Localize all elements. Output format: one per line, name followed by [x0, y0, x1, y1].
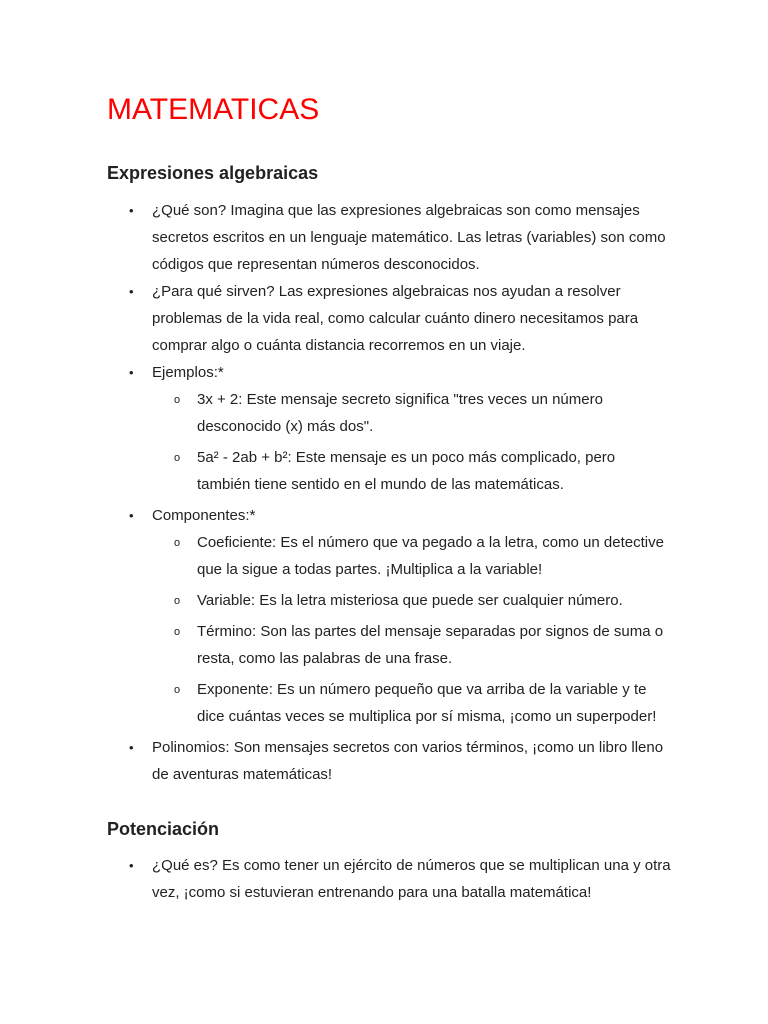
sublist-item: o Coeficiente: Es el número que va pegado a la letra, como un detective que la sigue a todas partes. ¡Multiplica a la variable! — [197, 529, 667, 583]
sublist-item: o Variable: Es la letra misteriosa que puede ser cualquier número. — [197, 587, 667, 614]
list-item-text: Componentes:* — [152, 507, 256, 524]
list-item — [152, 359, 672, 498]
componentes-sublist — [197, 529, 672, 730]
sublist-item: o 3x + 2: Este mensaje secreto significa "tres veces un número desconocido (x) más dos". — [197, 386, 667, 440]
list-item — [152, 278, 672, 359]
ejemplos-sublist — [197, 386, 672, 498]
list-item — [152, 852, 672, 906]
sublist-item: o 5a² - 2ab + b²: Este mensaje es un poco más complicado, pero también tiene sentido en el mundo de las matemáticas. — [197, 444, 667, 498]
expresiones-list — [152, 197, 672, 788]
list-item-text: ¿Para qué sirven? Las expresiones algebraicas nos ayudan a resolver problemas de la vida real, como calcular cuánto dinero necesitamos para comprar algo o cuánta distancia recorremos en un viaje. — [152, 283, 639, 354]
list-item-text: Polinomios: Son mensajes secretos con varios términos, ¡como un libro lleno de aventuras matemáticas! — [152, 739, 664, 783]
section-heading-potenciacion: Potenciación — [107, 819, 220, 839]
list-item — [152, 502, 672, 730]
potenciacion-list — [152, 852, 672, 906]
list-item-text: Ejemplos:* — [152, 364, 224, 381]
list-item-text: ¿Qué son? Imagina que las expresiones algebraicas son como mensajes secretos escritos en un lenguaje matemático. Las letras (variables) son como códigos que representan números desconocidos. — [152, 202, 666, 273]
document-title: MATEMATICAS — [107, 93, 320, 126]
section-heading-expresiones: Expresiones algebraicas — [107, 163, 319, 183]
sublist-item: o Exponente: Es un número pequeño que va arriba de la variable y te dice cuántas veces se multiplica por sí misma, ¡como un superpoder! — [197, 676, 667, 730]
sublist-item: o Término: Son las partes del mensaje separadas por signos de suma o resta, como las palabras de una frase. — [197, 618, 667, 672]
list-item-text: ¿Qué es? Es como tener un ejército de números que se multiplican una y otra vez, ¡como si estuvieran entrenando para una batalla matemática! — [152, 857, 671, 901]
list-item — [152, 197, 672, 278]
list-item — [152, 734, 672, 788]
